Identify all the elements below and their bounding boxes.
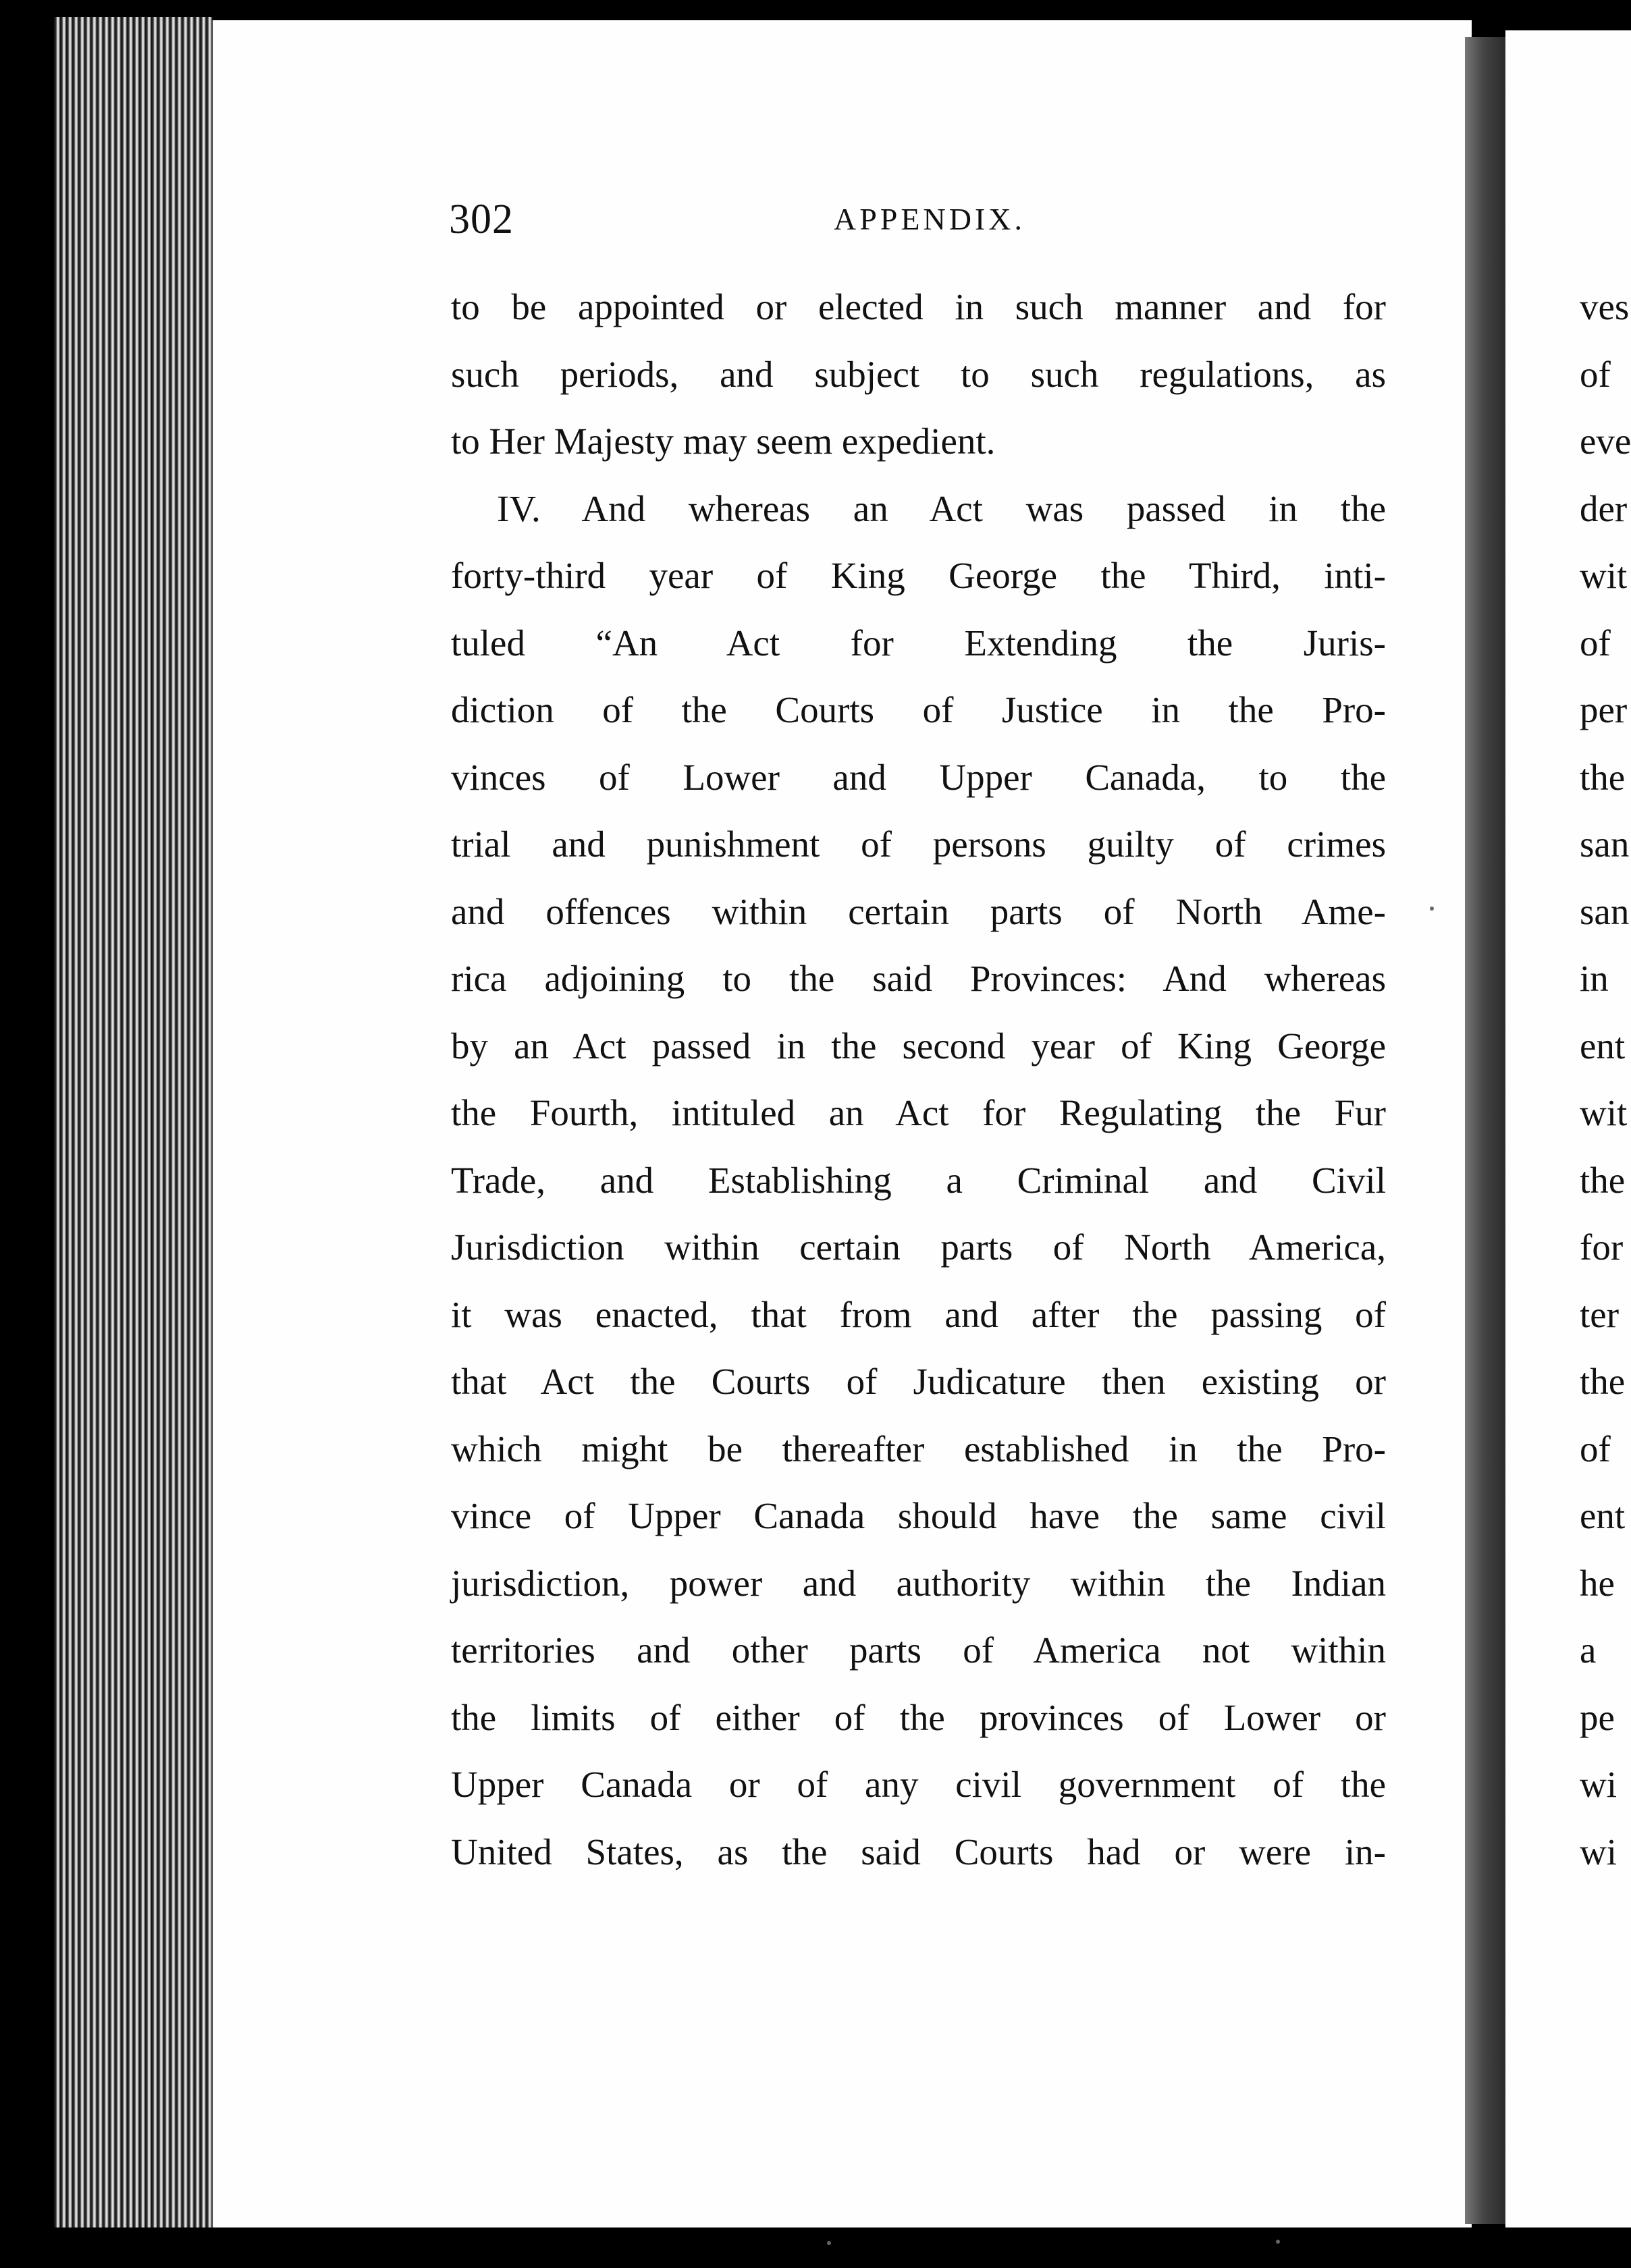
right-page-line-fragment: wit — [1580, 1092, 1628, 1133]
right-page-line-fragment: per — [1580, 689, 1628, 730]
page-header — [449, 196, 1387, 256]
text-line: to be appointed or elected in such manner and for — [451, 286, 1386, 327]
right-page-line-fragment: of — [1580, 622, 1611, 664]
text-line: Upper Canada or of any civil government of the — [451, 1764, 1386, 1805]
text-line: vinces of Lower and Upper Canada, to the — [451, 756, 1386, 798]
text-line: by an Act passed in the second year of King George — [451, 1025, 1386, 1066]
right-page-line-fragment: of — [1580, 353, 1611, 395]
text-line: that Act the Courts of Judicature then existing or — [451, 1361, 1386, 1402]
text-line: diction of the Courts of Justice in the Pro- — [451, 689, 1386, 730]
right-page-line-fragment: ent — [1580, 1025, 1626, 1066]
right-page-line-fragment: the — [1580, 1361, 1626, 1402]
running-head: APPENDIX. — [834, 202, 1025, 236]
page-edges-left — [54, 17, 213, 2228]
text-line: and offences within certain parts of North Ame- — [451, 890, 1386, 932]
right-page-line-fragment: a — [1580, 1629, 1597, 1671]
text-line: to Her Majesty may seem expedient. — [451, 421, 996, 462]
right-page-line-fragment: the — [1580, 1159, 1626, 1201]
text-line: IV. And whereas an Act was passed in the — [497, 487, 1386, 529]
right-page-line-fragment: wi — [1580, 1831, 1617, 1872]
text-line: rica adjoining to the said Provinces: And whereas — [451, 958, 1386, 999]
text-line: such periods, and subject to such regulations, as — [451, 353, 1386, 395]
scan-speck — [1276, 2240, 1280, 2244]
right-page-line-fragment: he — [1580, 1562, 1615, 1604]
right-page-line-fragment: the — [1580, 756, 1626, 798]
right-page-line-fragment: ent — [1580, 1495, 1626, 1536]
right-page-line-fragment: eve — [1580, 421, 1631, 462]
body-text — [451, 273, 1386, 1885]
right-page-line-fragment: pe — [1580, 1696, 1615, 1738]
text-line: Jurisdiction within certain parts of North America, — [451, 1226, 1386, 1268]
right-page-line-fragment: for — [1580, 1226, 1624, 1268]
right-page-text — [1580, 273, 1631, 1885]
text-line: which might be thereafter established in the Pro- — [451, 1428, 1386, 1469]
text-line: forty-third year of King George the Third, inti- — [451, 555, 1386, 596]
text-line: the Fourth, intituled an Act for Regulating the Fur — [451, 1092, 1386, 1133]
text-line: jurisdiction, power and authority within the Indian — [451, 1562, 1386, 1604]
text-line: vince of Upper Canada should have the same civil — [451, 1495, 1386, 1536]
scan-speck — [1430, 907, 1434, 911]
text-line: it was enacted, that from and after the passing of — [451, 1293, 1386, 1335]
text-line: United States, as the said Courts had or were in- — [451, 1831, 1386, 1872]
text-line: trial and punishment of persons guilty of crimes — [451, 824, 1386, 865]
scan-speck — [827, 2241, 831, 2245]
right-page-line-fragment: ter — [1580, 1293, 1620, 1335]
right-page-line-fragment: ves — [1580, 286, 1630, 327]
text-line: tuled “An Act for Extending the Juris- — [451, 622, 1386, 664]
right-page-line-fragment: wit — [1580, 555, 1628, 596]
text-line: territories and other parts of America not within — [451, 1629, 1386, 1671]
right-page-line-fragment: der — [1580, 487, 1628, 529]
right-page-line-fragment: san — [1580, 890, 1630, 932]
right-page-line-fragment: of — [1580, 1428, 1611, 1469]
text-line: Trade, and Establishing a Criminal and Civil — [451, 1159, 1386, 1201]
page-number: 302 — [449, 196, 514, 242]
right-page-line-fragment: san — [1580, 824, 1630, 865]
text-line: the limits of either of the provinces of Lower or — [451, 1696, 1386, 1738]
right-page-line-fragment: in — [1580, 958, 1609, 999]
right-page-line-fragment: wi — [1580, 1764, 1617, 1805]
